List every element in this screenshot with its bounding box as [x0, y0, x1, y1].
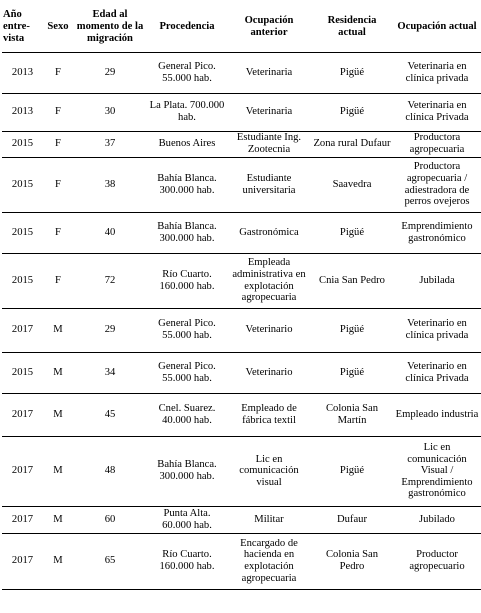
cell-procedencia: La Plata. 700.000 hab. [149, 100, 225, 123]
cell-ocupacion-actual: Jubilado [419, 513, 455, 525]
cell-anio: 2013 [11, 106, 34, 118]
cell-procedencia: Punta Alta. 60.000 hab. [162, 507, 212, 531]
cell-edad: 30 [104, 106, 116, 118]
cell-ocupacion-anterior: Lic en comunicación visual [239, 453, 299, 488]
cell-sexo: M [53, 555, 63, 567]
table-row [2, 52, 481, 93]
cell-sexo: F [55, 66, 61, 78]
cell-residencia: Pigüé [339, 465, 365, 477]
cell-anio: 2015 [11, 274, 34, 286]
cell-sexo: F [55, 178, 61, 190]
table-row [2, 436, 481, 506]
cell-edad: 48 [104, 465, 116, 477]
cell-procedencia: General Pico. 55.000 hab. [158, 360, 216, 384]
cell-procedencia: Bahía Blanca. 300.000 hab. [157, 172, 217, 196]
cell-ocupacion-anterior: Veterinaria [245, 66, 293, 78]
cell-procedencia: Río Cuarto. 160.000 hab. [159, 268, 215, 292]
cell-ocupacion-actual: Lic en comunicación Visual / Emprendimiento gastronómico [401, 442, 473, 500]
cell-ocupacion-actual: Empleado industria [395, 408, 479, 420]
table-row [2, 308, 481, 352]
cell-residencia: Cnia San Pedro [319, 274, 385, 286]
table-body [2, 52, 481, 589]
header-procedencia: Procedencia [147, 2, 227, 52]
header-row [2, 2, 481, 52]
cell-residencia: Dufaur [336, 513, 367, 525]
cell-edad: 65 [104, 555, 116, 567]
cell-procedencia: Cnel. Suarez. 40.000 hab. [158, 402, 216, 426]
cell-sexo: M [53, 465, 63, 477]
cell-anio: 2013 [11, 66, 34, 78]
cell-edad: 34 [104, 366, 116, 378]
cell-sexo: F [55, 106, 61, 118]
cell-residencia: Zona rural Dufaur [313, 138, 391, 150]
table-row [2, 393, 481, 436]
cell-anio: 2017 [11, 408, 34, 420]
cell-ocupacion-actual: Jubilada [419, 274, 455, 286]
header-ocupacion-anterior: Ocupación anterior [227, 2, 311, 52]
table-row [2, 93, 481, 131]
cell-ocupacion-anterior: Encargado de hacienda en explotación agropecuaria [240, 537, 298, 584]
cell-residencia: Colonia San Pedro [325, 549, 379, 572]
cell-ocupacion-anterior: Veterinaria [245, 106, 293, 118]
cell-procedencia: Bahía Blanca. 300.000 hab. [157, 220, 217, 244]
cell-ocupacion-anterior: Empleada administrativa en explotación agropecuaria [232, 257, 306, 304]
cell-ocupacion-actual: Productora agropecuaria [409, 132, 465, 155]
cell-edad: 37 [104, 138, 116, 150]
cell-anio: 2015 [11, 226, 34, 238]
cell-anio: 2017 [11, 513, 34, 525]
cell-ocupacion-anterior: Veterinario [245, 324, 293, 336]
cell-sexo: M [53, 513, 63, 525]
header-residencia: Residencia actual [311, 2, 393, 52]
cell-anio: 2015 [11, 366, 34, 378]
migration-table [2, 2, 481, 590]
table-row [2, 131, 481, 157]
header-anio: Año entre-vista [2, 2, 43, 52]
cell-sexo: M [53, 366, 63, 378]
header-ocupacion-actual: Ocupación actual [393, 2, 481, 52]
cell-residencia: Pigüé [339, 324, 365, 336]
cell-anio: 2015 [11, 178, 34, 190]
cell-procedencia: Buenos Aires [158, 138, 216, 150]
cell-residencia: Pigüé [339, 366, 365, 378]
cell-residencia: Saavedra [332, 178, 372, 190]
cell-ocupacion-actual: Veterinario en clínica Privada [405, 360, 469, 384]
cell-edad: 72 [104, 274, 116, 286]
table-row [2, 506, 481, 533]
cell-ocupacion-actual: Veterinaria en clínica Privada [405, 100, 469, 123]
cell-edad: 29 [104, 324, 116, 336]
table-row [2, 253, 481, 308]
cell-residencia: Pigüé [339, 106, 365, 118]
cell-procedencia: General Pico. 55.000 hab. [158, 318, 216, 341]
table-row [2, 157, 481, 212]
cell-ocupacion-anterior: Militar [254, 513, 284, 525]
cell-edad: 38 [104, 178, 116, 190]
cell-anio: 2015 [11, 138, 34, 150]
cell-ocupacion-anterior: Veterinario [245, 366, 293, 378]
cell-ocupacion-actual: Veterinaria en clínica privada [405, 60, 469, 84]
cell-edad: 45 [104, 408, 116, 420]
cell-sexo: M [53, 408, 63, 420]
cell-sexo: F [55, 226, 61, 238]
cell-ocupacion-anterior: Empleado de fábrica textil [241, 402, 297, 426]
header-edad: Edad al momento de la migración [73, 2, 147, 52]
cell-procedencia: Bahía Blanca. 300.000 hab. [157, 459, 217, 482]
cell-sexo: F [55, 274, 61, 286]
cell-ocupacion-anterior: Estudiante universitaria [242, 172, 296, 196]
cell-residencia: Pigüé [339, 66, 365, 78]
cell-procedencia: Río Cuarto. 160.000 hab. [159, 549, 215, 572]
table-header [2, 2, 481, 52]
cell-ocupacion-anterior: Gastronómica [239, 226, 299, 238]
cell-ocupacion-actual: Productora agropecuaria / adiestradora de perros ovejeros [404, 161, 470, 208]
table-row [2, 533, 481, 589]
table-row [2, 212, 481, 253]
cell-residencia: Pigüé [339, 226, 365, 238]
cell-edad: 40 [104, 226, 116, 238]
cell-sexo: M [53, 324, 63, 336]
cell-procedencia: General Pico. 55.000 hab. [158, 60, 216, 84]
cell-sexo: F [55, 138, 61, 150]
cell-ocupacion-anterior: Estudiante Ing. Zootecnia [236, 132, 302, 155]
cell-residencia: Colonia San Martín [325, 402, 379, 426]
cell-edad: 60 [104, 513, 116, 525]
cell-ocupacion-actual: Veterinario en clínica privada [405, 318, 469, 341]
header-sexo: Sexo [43, 2, 73, 52]
cell-anio: 2017 [11, 465, 34, 477]
cell-ocupacion-actual: Emprendimiento gastronómico [401, 220, 473, 244]
cell-anio: 2017 [11, 555, 34, 567]
cell-anio: 2017 [11, 324, 34, 336]
cell-ocupacion-actual: Productor agropecuario [409, 549, 465, 572]
table-row [2, 352, 481, 393]
cell-edad: 29 [104, 66, 116, 78]
